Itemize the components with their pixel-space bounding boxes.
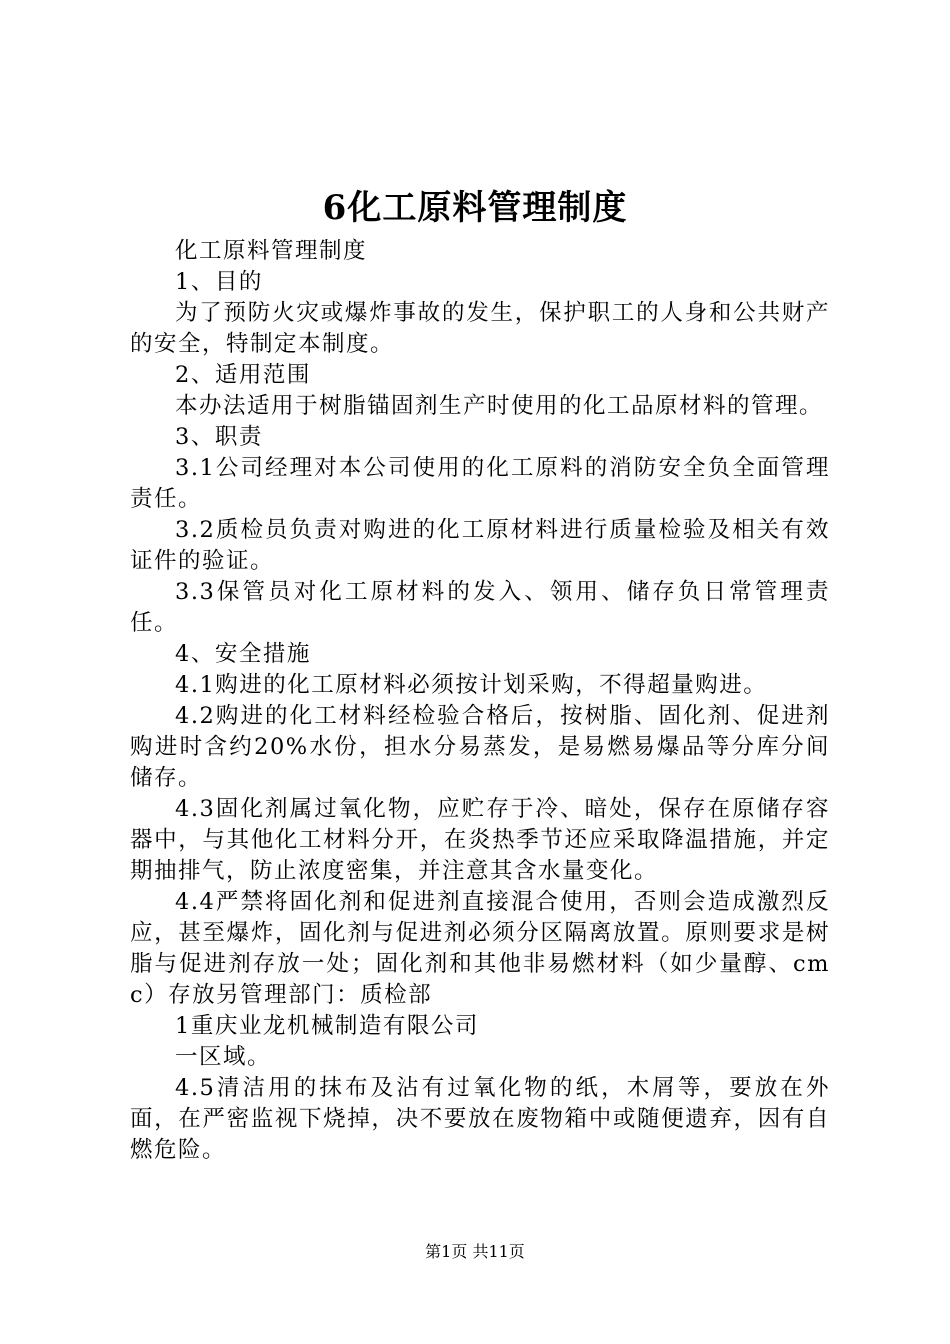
paragraph-duty-3-3: 3.3保管员对化工原材料的发入、领用、储存负日常管理责任。 xyxy=(130,579,830,636)
paragraph-safety-4-3: 4.3固化剂属过氧化物，应贮存于冷、暗处，保存在原储存容器中，与其他化工材料分开，在炎热季节还应采取降温措施，并定期抽排气，防止浓度密集，并注意其含水量变化。 xyxy=(130,796,830,884)
document-title: 6化工原料管理制度 xyxy=(322,188,628,228)
paragraph-area: 一区域。 xyxy=(175,1044,272,1070)
paragraph-company: 1重庆业龙机械制造有限公司 xyxy=(175,1013,479,1039)
paragraph-scope: 本办法适用于树脂锚固剂生产时使用的化工品原材料的管理。 xyxy=(175,393,824,419)
paragraph-safety-4-5: 4.5清洁用的抹布及沾有过氧化物的纸，木屑等，要放在外面，在严密监视下烧掉，决不要放在废物箱中或随便遗弃，因有自燃危险。 xyxy=(130,1075,830,1163)
section-heading-purpose: 1、目的 xyxy=(175,269,263,295)
page-number-footer: 第1页 共11页 xyxy=(425,1242,525,1261)
section-heading-duties: 3、职责 xyxy=(175,424,263,450)
section-heading-scope: 2、适用范围 xyxy=(175,362,311,388)
document-body xyxy=(130,236,830,1166)
paragraph-heading: 化工原料管理制度 xyxy=(175,238,368,264)
paragraph-purpose: 为了预防火灾或爆炸事故的发生，保护职工的人身和公共财产的安全，特制定本制度。 xyxy=(130,300,830,357)
paragraph-safety-4-2: 4.2购进的化工材料经检验合格后，按树脂、固化剂、促进剂购进时含约20%水份，担水分易蒸发，是易燃易爆品等分库分间储存。 xyxy=(130,703,830,791)
section-heading-safety: 4、安全措施 xyxy=(175,641,311,667)
paragraph-safety-4-1: 4.1购进的化工原材料必须按计划采购，不得超量购进。 xyxy=(175,672,768,698)
paragraph-safety-4-4: 4.4严禁将固化剂和促进剂直接混合使用，否则会造成激烈反应，甚至爆炸，固化剂与促进剂必须分区隔离放置。原则要求是树脂与促进剂存放一处；固化剂和其他非易燃材料（如少量醇、cmc）存放另管理部门：质检部 xyxy=(130,889,830,1008)
paragraph-duty-3-1: 3.1公司经理对本公司使用的化工原料的消防安全负全面管理责任。 xyxy=(130,455,830,512)
paragraph-duty-3-2: 3.2质检员负责对购进的化工原材料进行质量检验及相关有效证件的验证。 xyxy=(130,517,830,574)
